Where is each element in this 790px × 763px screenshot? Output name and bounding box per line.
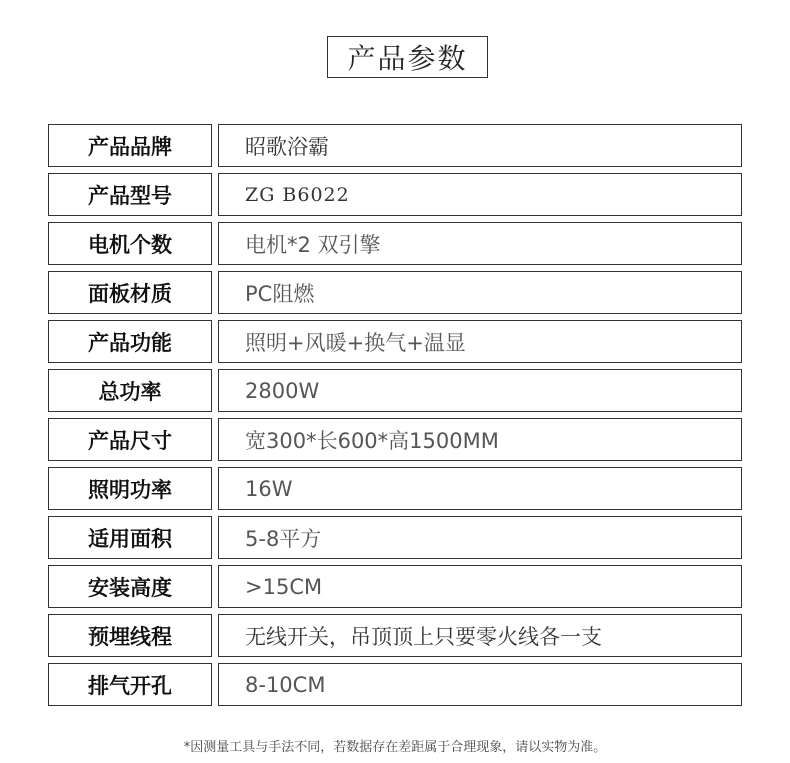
- disclaimer-note: *因测量工具与手法不同，若数据存在差距属于合理现象，请以实物为准。: [183, 740, 607, 755]
- spec-label: 安装高度: [48, 565, 212, 608]
- spec-table: [48, 124, 742, 712]
- spec-row-install-height: [48, 565, 742, 608]
- spec-label: 面板材质: [48, 271, 212, 314]
- spec-value: 无线开关，吊顶顶上只要零火线各一支: [218, 614, 742, 657]
- spec-row-lighting-power: [48, 467, 742, 510]
- spec-value: ZG B6022: [218, 173, 742, 216]
- spec-label: 电机个数: [48, 222, 212, 265]
- spec-value: >15CM: [218, 565, 742, 608]
- spec-label: 预埋线程: [48, 614, 212, 657]
- spec-value: 16W: [218, 467, 742, 510]
- spec-row-total-power: [48, 369, 742, 412]
- spec-row-area: [48, 516, 742, 559]
- spec-row-functions: [48, 320, 742, 363]
- spec-row-dimensions: [48, 418, 742, 461]
- spec-row-motors: [48, 222, 742, 265]
- spec-row-model: [48, 173, 742, 216]
- spec-value: 宽300*长600*高1500MM: [218, 418, 742, 461]
- spec-label: 产品功能: [48, 320, 212, 363]
- spec-row-vent-hole: [48, 663, 742, 706]
- spec-label: 产品型号: [48, 173, 212, 216]
- spec-value: PC阻燃: [218, 271, 742, 314]
- page-title: 产品参数: [327, 36, 488, 78]
- spec-label: 排气开孔: [48, 663, 212, 706]
- spec-value: 昭歌浴霸: [218, 124, 742, 167]
- spec-row-wiring: [48, 614, 742, 657]
- spec-label: 产品品牌: [48, 124, 212, 167]
- spec-value: 2800W: [218, 369, 742, 412]
- spec-row-panel-material: [48, 271, 742, 314]
- spec-label: 适用面积: [48, 516, 212, 559]
- spec-label: 总功率: [48, 369, 212, 412]
- spec-label: 照明功率: [48, 467, 212, 510]
- spec-row-brand: [48, 124, 742, 167]
- spec-value: 电机*2 双引擎: [218, 222, 742, 265]
- spec-value: 照明+风暖+换气+温显: [218, 320, 742, 363]
- spec-label: 产品尺寸: [48, 418, 212, 461]
- spec-value: 5-8平方: [218, 516, 742, 559]
- spec-value: 8-10CM: [218, 663, 742, 706]
